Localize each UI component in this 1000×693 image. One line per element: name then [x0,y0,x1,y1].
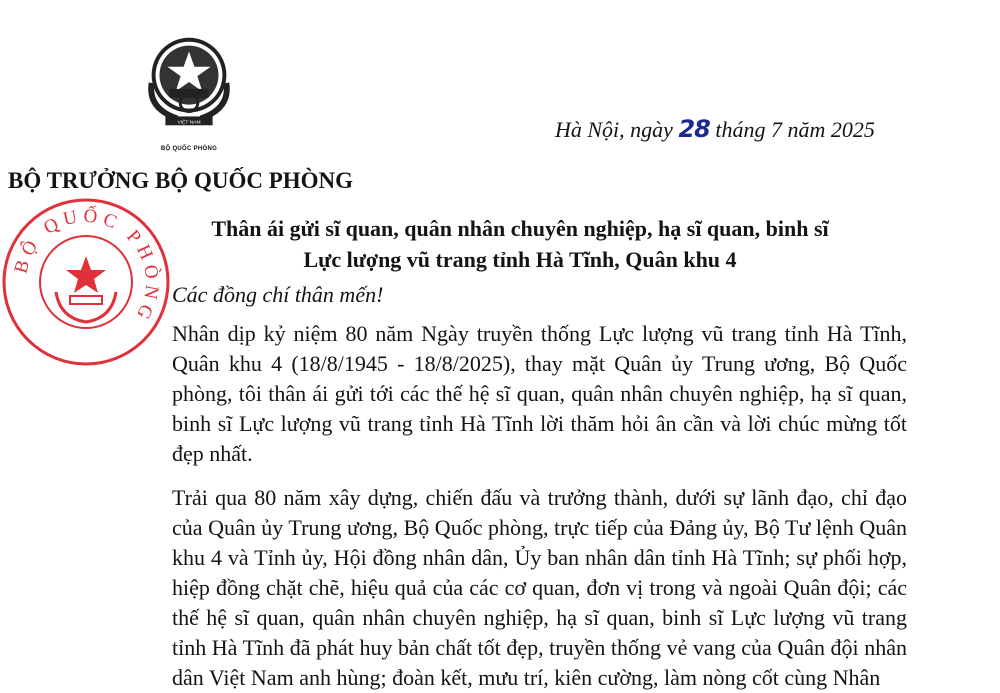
subject-line-1: Thân ái gửi sĩ quan, quân nhân chuyên nghiệp, hạ sĩ quan, binh sĩ [211,216,829,241]
dateline-day-handwritten: 28 [678,115,710,143]
official-stamp [0,196,172,368]
stamp-text: BỘ QUỐC PHÒNG [10,205,163,327]
dateline-month-year: tháng 7 năm 2025 [715,117,875,142]
letter-subject [150,213,890,275]
dateline-place: Hà Nội, ngày [555,117,673,142]
greeting: Các đồng chí thân mến! [172,282,384,307]
national-emblem [130,24,248,162]
letter-body [172,319,907,693]
dateline [555,115,875,143]
emblem-icon [130,24,248,142]
sender-title: BỘ TRƯỞNG BỘ QUỐC PHÒNG [8,168,354,193]
emblem-banner: VIỆT NAM [177,120,201,126]
body-paragraph-1: Nhân dịp kỷ niệm 80 năm Ngày truyền thống Lực lượng vũ trang tỉnh Hà Tĩnh, Quân khu 4 (18/8/1945 - 18/8/2025), thay mặt Quân ủy Trung ương, Bộ Quốc phòng, tôi thân ái gửi tới các thế hệ sĩ quan, quân nhân chuyên nghiệp, hạ sĩ quan, binh sĩ Lực lượng vũ trang tỉnh Hà Tĩnh lời thăm hỏi ân cần và lời chúc mừng tốt đẹp nhất. [172,321,907,466]
emblem-label: BỘ QUỐC PHÒNG [160,146,218,152]
subject-line-2: Lực lượng vũ trang tỉnh Hà Tĩnh, Quân khu 4 [303,247,737,272]
stamp-seal-icon [0,196,172,368]
body-paragraph-2: Trải qua 80 năm xây dựng, chiến đấu và trưởng thành, dưới sự lãnh đạo, chỉ đạo của Quân ủy Trung ương, Bộ Quốc phòng, trực tiếp của Đảng ủy, Bộ Tư lệnh Quân khu 4 và Tỉnh ủy, Hội đồng nhân dân, Ủy ban nhân dân tỉnh Hà Tĩnh; sự phối hợp, hiệp đồng chặt chẽ, hiệu quả của các cơ quan, đơn vị trong và ngoài Quân đội; các thế hệ sĩ quan, quân nhân chuyên nghiệp, hạ sĩ quan, binh sĩ Lực lượng vũ trang tỉnh Hà Tĩnh đã phát huy bản chất tốt đẹp, truyền thống vẻ vang của Quân đội nhân dân Việt Nam anh hùng; đoàn kết, mưu trí, kiên cường, làm nòng cốt cùng Nhân [172,485,907,690]
